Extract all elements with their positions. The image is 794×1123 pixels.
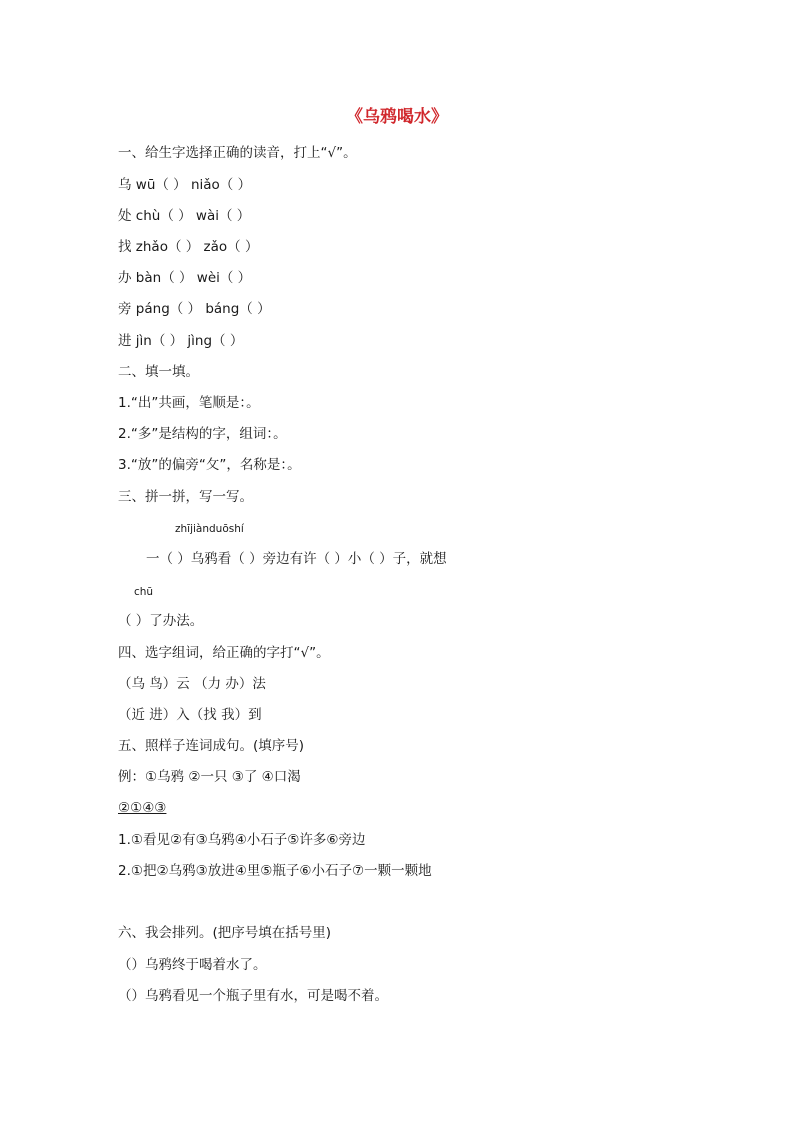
sentence-item: 2.①把②乌鸦③放进④里⑤瓶子⑥小石子⑦一颗一颗地 [118, 863, 432, 879]
worksheet-title: 《乌鸦喝水》 [346, 107, 448, 127]
section3-heading: 三、拼一拼，写一写。 [118, 489, 253, 505]
fill-item: 3.“放”的偏旁“攵”，名称是：。 [118, 457, 301, 473]
pinyin-line: zhījiànduōshí [175, 523, 244, 535]
pinyin-sentence: 一（ ）乌鸦看（ ）旁边有许（ ）小（ ）子，就想 [146, 551, 447, 567]
pinyin-choice-row: 旁 páng（ ） báng（ ） [118, 301, 271, 317]
example-answer: ②①④③ [118, 800, 167, 816]
pinyin-choice-row: 处 chù（ ） wài（ ） [118, 208, 251, 224]
section4-heading: 四、选字组词，给正确的字打“√”。 [118, 645, 330, 661]
choose-char-row: （近 进）入（找 我）到 [118, 707, 262, 723]
section2-heading: 二、填一填。 [118, 364, 199, 380]
pinyin-choice-row: 办 bàn（ ） wèi（ ） [118, 270, 252, 286]
pinyin-line: chū [134, 586, 154, 598]
order-item: （）乌鸦看见一个瓶子里有水，可是喝不着。 [118, 988, 388, 1004]
example-line: 例：①乌鸦 ②一只 ③了 ④口渴 [118, 769, 301, 785]
section5-heading: 五、照样子连词成句。(填序号) [118, 738, 305, 754]
fill-item: 1.“出”共画，笔顺是：。 [118, 395, 260, 411]
order-item: （）乌鸦终于喝着水了。 [118, 957, 267, 973]
fill-item: 2.“多”是结构的字，组词：。 [118, 426, 287, 442]
choose-char-row: （乌 鸟）云 （力 办）法 [118, 676, 266, 692]
pinyin-choice-row: 找 zhǎo（ ） zǎo（ ） [118, 239, 259, 255]
section1-heading: 一、给生字选择正确的读音，打上“√”。 [118, 145, 357, 161]
pinyin-choice-row: 进 jìn（ ） jìng（ ） [118, 333, 244, 349]
pinyin-choice-row: 乌 wū（ ） niǎo（ ） [118, 177, 252, 193]
sentence-item: 1.①看见②有③乌鸦④小石子⑤许多⑥旁边 [118, 832, 366, 848]
section6-heading: 六、我会排列。(把序号填在括号里) [118, 925, 332, 941]
pinyin-sentence: （ ）了办法。 [118, 613, 204, 629]
